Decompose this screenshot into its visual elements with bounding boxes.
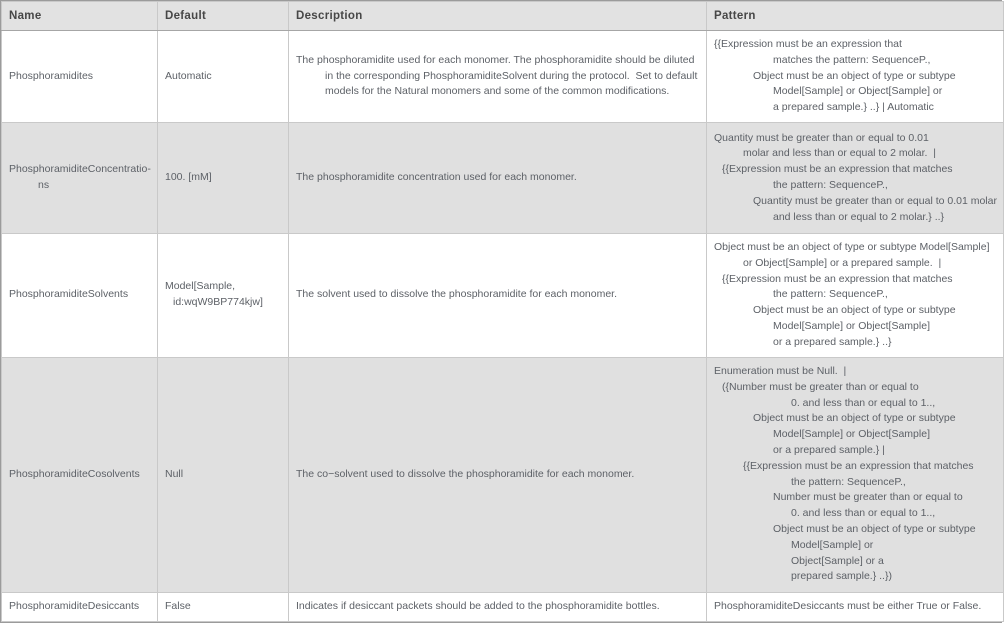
text-line: 0. and less than or equal to 1.., <box>791 396 936 409</box>
table-row <box>2 234 1004 358</box>
cell-default <box>158 357 289 592</box>
text-line: molar and less than or equal to 2 molar. | <box>743 147 936 160</box>
text-line: Automatic <box>165 69 212 82</box>
table-row <box>2 123 1004 234</box>
text-line: The solvent used to dissolve the phosphoramidite for each monomer. <box>296 288 618 301</box>
text-line: {{Expression must be an expression that <box>714 38 902 50</box>
text-line: The phosphoramidite used for each monomer. The phosphoramidite should be diluted <box>296 53 695 66</box>
text-line: The phosphoramidite concentration used for each monomer. <box>296 171 577 184</box>
text-line: Quantity must be greater than or equal to 0.01 <box>714 131 929 144</box>
text-line: Quantity must be greater than or equal to 0.01 molar <box>753 194 997 207</box>
text-line: The co−solvent used to dissolve the phosphoramidite for each monomer. <box>296 467 635 480</box>
table-row <box>2 592 1004 621</box>
parameters-table <box>1 1 1004 622</box>
text-line: prepared sample.} ..}) <box>791 570 892 583</box>
text-line: Indicates if desiccant packets should be added to the phosphoramidite bottles. <box>296 599 660 612</box>
text-line: {{Expression must be an expression that matches <box>722 272 953 285</box>
text-line: PhosphoramiditeSolvents <box>9 288 129 301</box>
table-header <box>2 2 1004 31</box>
text-line: or a prepared sample.} | <box>773 443 885 456</box>
cell-description <box>289 234 707 358</box>
cell-description <box>289 31 707 123</box>
text-line: Model[Sample] or <box>791 538 874 551</box>
cell-description <box>289 123 707 234</box>
column-header-pattern: Pattern <box>707 2 1004 31</box>
cell-pattern <box>707 123 1004 234</box>
text-line: Object[Sample] or a <box>791 554 884 567</box>
text-line: Number must be greater than or equal to <box>773 491 963 504</box>
text-line: Object must be an object of type or subtype <box>753 69 956 82</box>
column-header-name: Name <box>2 2 158 31</box>
cell-default <box>158 592 289 621</box>
cell-default <box>158 234 289 358</box>
text-line: Phosphoramidites <box>9 69 94 82</box>
text-line: Object must be an object of type or subtype <box>753 304 956 317</box>
cell-name <box>2 357 158 592</box>
cell-pattern <box>707 31 1004 123</box>
text-line: or a prepared sample.} ..} <box>773 335 892 348</box>
cell-pattern <box>707 357 1004 592</box>
column-header-default: Default <box>158 2 289 31</box>
cell-name <box>2 123 158 234</box>
text-line: Model[Sample, <box>165 280 236 293</box>
cell-pattern <box>707 592 1004 621</box>
text-line: Model[Sample] or Object[Sample] or <box>773 85 943 98</box>
cell-default <box>158 123 289 234</box>
text-line: id:wqW9BP774kjw] <box>173 296 263 309</box>
text-line: False <box>165 599 191 612</box>
text-line: matches the pattern: SequenceP., <box>773 53 931 66</box>
text-line: Model[Sample] or Object[Sample] <box>773 319 930 332</box>
table-row <box>2 31 1004 123</box>
text-line: PhosphoramiditeCosolvents <box>9 467 140 480</box>
text-line: 100. [mM] <box>165 171 212 184</box>
text-line: ns <box>38 179 50 191</box>
cell-name <box>2 31 158 123</box>
text-line: {{Expression must be an expression that matches <box>743 459 974 472</box>
cell-default <box>158 31 289 123</box>
text-line: ({Number must be greater than or equal to <box>722 380 919 393</box>
text-line: Object must be an object of type or subtype Model[Sample] <box>714 241 990 253</box>
text-line: the pattern: SequenceP., <box>773 179 888 191</box>
text-line: 0. and less than or equal to 1.., <box>791 507 936 520</box>
text-line: in the corresponding PhosphoramiditeSolvent during the protocol. Set to default <box>325 69 698 82</box>
text-line: {{Expression must be an expression that matches <box>722 163 953 176</box>
cell-pattern <box>707 234 1004 358</box>
cell-description <box>289 592 707 621</box>
text-line: models for the Natural monomers and some of the common modifications. <box>325 85 670 98</box>
text-line: the pattern: SequenceP., <box>773 288 888 301</box>
text-line: Enumeration must be Null. | <box>714 365 847 377</box>
text-line: a prepared sample.} ..} | Automatic <box>773 101 934 114</box>
text-line: PhosphoramiditeConcentratio- <box>9 163 151 176</box>
table-body <box>2 31 1004 622</box>
table-row <box>2 357 1004 592</box>
text-line: and less than or equal to 2 molar.} ..} <box>773 210 945 223</box>
text-line: Null <box>165 467 184 480</box>
text-line: the pattern: SequenceP., <box>791 475 906 488</box>
column-header-description: Description <box>289 2 707 31</box>
text-line: PhosphoramiditeDesiccants must be either True or False. <box>714 599 982 612</box>
header-row <box>2 2 1004 31</box>
cell-description <box>289 357 707 592</box>
cell-name <box>2 592 158 621</box>
text-line: PhosphoramiditeDesiccants <box>9 599 140 612</box>
text-line: Model[Sample] or Object[Sample] <box>773 428 930 441</box>
text-line: Object must be an object of type or subtype <box>773 522 976 535</box>
cell-name <box>2 234 158 358</box>
text-line: Object must be an object of type or subtype <box>753 412 956 425</box>
text-line: or Object[Sample] or a prepared sample. | <box>743 256 942 269</box>
